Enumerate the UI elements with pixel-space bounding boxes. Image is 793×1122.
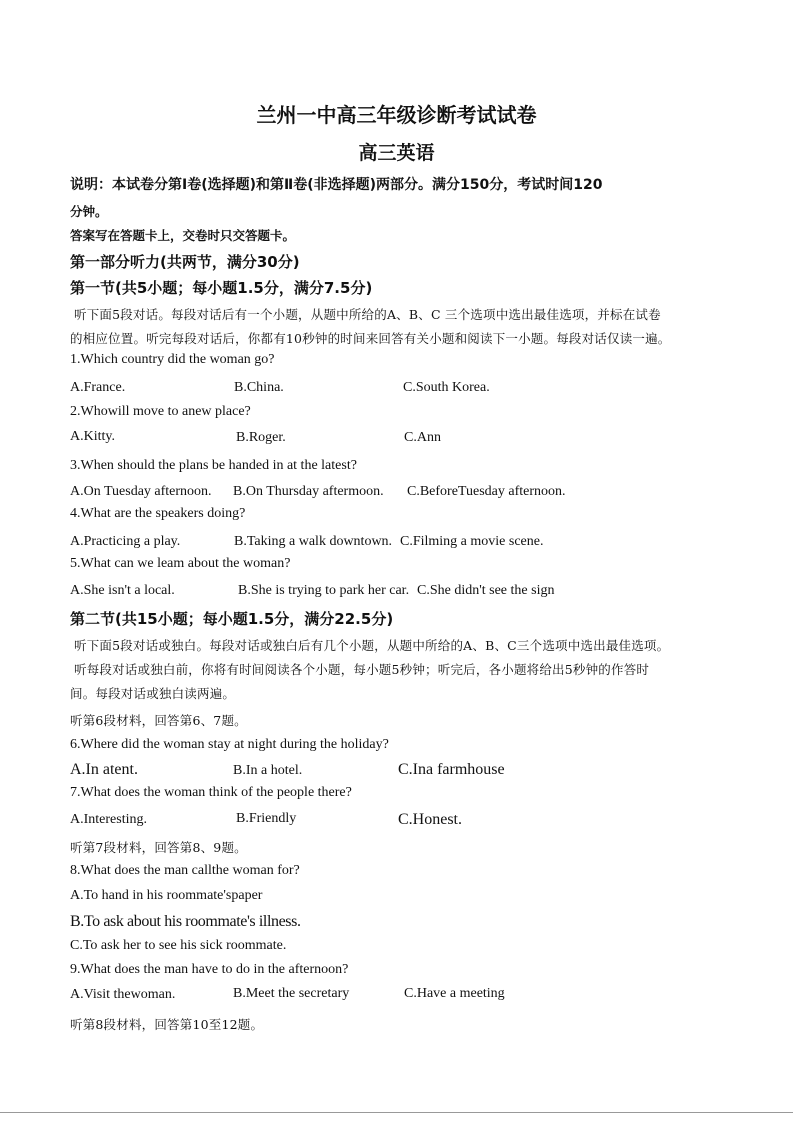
section1-instruction-1: 听下面5段对话。每段对话后有一个小题，从题中所给的A、B、C 三个选项中选出最佳选项，并标在试卷 [74,307,661,322]
question-8: 8.What does the man callthe woman for? [70,863,300,878]
q6-option-b: B.In a hotel. [233,763,303,778]
q5-option-c: C.She didn't see the sign [417,583,555,598]
question-6: 6.Where did the woman stay at night during the holiday? [70,737,389,752]
note-line-1: 说明：本试卷分第Ⅰ卷(选择题)和第Ⅱ卷(非选择题)两部分。满分150分，考试时间120 [70,177,603,193]
q1-option-c: C.South Korea. [403,380,490,395]
passage-6-label: 听第6段材料，回答第6、7题。 [70,713,247,728]
q2-option-c: C.Ann [404,430,441,445]
q6-option-c: C.Ina farmhouse [398,761,505,778]
q4-option-b: B.Taking a walk downtown. [234,534,393,549]
note-line-3: 答案写在答题卡上，交卷时只交答题卡。 [70,228,296,243]
passage-7-label: 听第7段材料，回答第8、9题。 [70,840,247,855]
exam-subtitle: 高三英语 [358,142,435,164]
passage-8-label: 听第8段材料，回答第10至12题。 [70,1017,264,1032]
q1-option-a: A.France. [70,380,126,395]
q3-option-b: B.On Thursday aftermoon. [233,484,384,499]
q7-option-c: C.Honest. [398,811,462,828]
q5-option-b: B.She is trying to park her car. [238,583,410,598]
q3-option-a: A.On Tuesday afternoon. [70,484,212,499]
section1-instruction-2: 的相应位置。听完每段对话后，你都有10秒钟的时间来回答有关小题和阅读下一小题。每段对话仅读一遍。 [70,331,671,346]
question-2: 2.Whowill move to anew place? [70,404,251,419]
q8-option-a: A.To hand in his roommate'spaper [70,888,263,903]
q8-option-c: C.To ask her to see his sick roommate. [70,938,287,953]
q7-option-a: A.Interesting. [70,812,147,827]
section1-heading: 第一节(共5小题；每小题1.5分，满分7.5分) [70,279,373,297]
section2-instruction-1: 听下面5段对话或独白。每段对话或独白后有几个小题，从题中所给的A、B、C三个选项中选出最佳选项。 [74,638,670,653]
q8-option-b: B.To ask about his roommate's illness. [70,913,301,930]
question-5: 5.What can we leam about the woman? [70,556,291,571]
q4-option-c: C.Filming a movie scene. [400,534,544,549]
q7-option-b: B.Friendly [236,811,297,826]
part1-heading: 第一部分听力(共两节，满分30分) [70,253,300,271]
q9-option-a: A.Visit thewoman. [70,987,176,1002]
note-line-2: 分钟。 [70,204,108,219]
q2-option-a: A.Kitty. [70,429,115,444]
q5-option-a: A.She isn't a local. [70,583,175,598]
q9-option-b: B.Meet the secretary [233,986,350,1001]
q1-option-b: B.China. [234,380,284,395]
question-1: 1.Which country did the woman go? [70,352,275,367]
q3-option-c: C.BeforeTuesday afternoon. [407,484,566,499]
q6-option-a: A.In atent. [70,761,138,778]
q9-option-c: C.Have a meeting [404,986,505,1001]
page-bottom-divider [0,1112,793,1113]
question-9: 9.What does the man have to do in the afternoon? [70,962,349,977]
question-7: 7.What does the woman think of the people there? [70,785,352,800]
question-3: 3.When should the plans be handed in at the latest? [70,458,357,473]
question-4: 4.What are the speakers doing? [70,506,246,521]
q4-option-a: A.Practicing a play. [70,534,181,549]
section2-instruction-2: 听每段对话或独白前，你将有时间阅读各个小题，每小题5秒钟；听完后，各小题将给出5秒钟的作答时 [74,662,650,677]
section2-instruction-3: 间。每段对话或独白读两遍。 [70,686,236,701]
q2-option-b: B.Roger. [236,430,286,445]
section2-heading: 第二节(共15小题；每小题1.5分，满分22.5分) [70,610,394,628]
exam-title: 兰州一中高三年级诊断考试试卷 [256,103,537,127]
